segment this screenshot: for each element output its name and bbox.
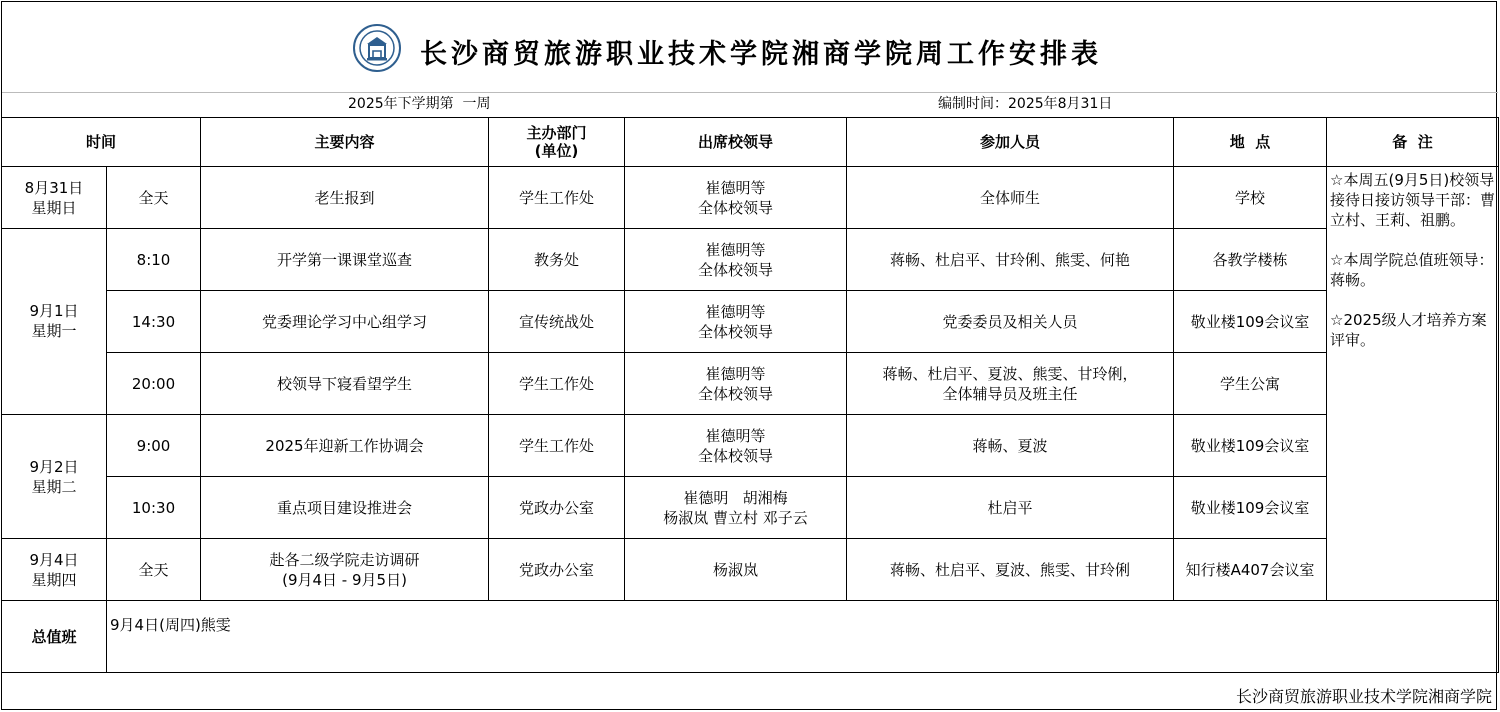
- table-row: [2, 353, 1499, 415]
- participants-cell: 蒋畅、杜启平、夏波、熊雯、甘玲俐: [847, 539, 1174, 601]
- participants-cell: 党委委员及相关人员: [847, 291, 1174, 353]
- notes-cell: [1327, 167, 1499, 601]
- participants-cell: 蒋畅、杜启平、夏波、熊雯、甘玲俐， 全体辅导员及班主任: [847, 353, 1174, 415]
- table-row: [2, 167, 1499, 229]
- participants-cell: 蒋畅、夏波: [847, 415, 1174, 477]
- leaders-cell: 崔德明 胡湘梅 杨淑岚 曹立村 邓子云: [625, 477, 847, 539]
- title-row: [2, 2, 1498, 92]
- col-participants: 参加人员: [847, 118, 1174, 167]
- dept-cell: 宣传统战处: [489, 291, 625, 353]
- location-cell: 学校: [1174, 167, 1327, 229]
- dept-cell: 学生工作处: [489, 167, 625, 229]
- participants-cell: 全体师生: [847, 167, 1174, 229]
- table-row: [2, 229, 1499, 291]
- leaders-cell: 崔德明等 全体校领导: [625, 229, 847, 291]
- header-divider: [2, 92, 1498, 93]
- table-row: [2, 291, 1499, 353]
- duty-label: 总值班: [2, 601, 107, 673]
- col-content: 主要内容: [201, 118, 489, 167]
- table-row: [2, 415, 1499, 477]
- day-cell: [2, 415, 107, 539]
- day-weekday: 星期一: [31, 322, 77, 340]
- col-dept: 主办部门 (单位): [489, 118, 625, 167]
- participants-cell: 杜启平: [847, 477, 1174, 539]
- day-cell: [2, 167, 107, 229]
- content-cell: 党委理论学习中心组学习: [201, 291, 489, 353]
- dept-cell: 教务处: [489, 229, 625, 291]
- time-cell: 8:10: [107, 229, 201, 291]
- content-cell: 校领导下寝看望学生: [201, 353, 489, 415]
- day-weekday: 星期四: [31, 570, 77, 589]
- leaders-cell: 杨淑岚: [625, 539, 847, 601]
- table-row: [2, 539, 1499, 601]
- duty-row: [2, 601, 1499, 673]
- table-header-row: [2, 118, 1499, 167]
- day-weekday: 星期二: [31, 477, 77, 496]
- time-cell: 14:30: [107, 291, 201, 353]
- location-cell: 敬业楼109会议室: [1174, 477, 1327, 539]
- location-cell: 敬业楼109会议室: [1174, 415, 1327, 477]
- dept-cell: 党政办公室: [489, 539, 625, 601]
- col-location: 地 点: [1174, 118, 1327, 167]
- day-date: 8月31日: [24, 178, 84, 197]
- day-weekday: 星期日: [31, 198, 77, 217]
- table-row: [2, 477, 1499, 539]
- time-cell: 10:30: [107, 477, 201, 539]
- school-logo-icon: [353, 24, 401, 72]
- time-cell: 20:00: [107, 353, 201, 415]
- col-time: 时间: [2, 118, 201, 167]
- day-date: 9月4日: [29, 550, 79, 569]
- term-label: 2025年下学期第 一周: [348, 96, 491, 112]
- page-title: 长沙商贸旅游职业技术学院湘商学院周工作安排表: [420, 39, 1102, 70]
- content-cell: 赴各二级学院走访调研 (9月4日 - 9月5日): [201, 539, 489, 601]
- dept-cell: 党政办公室: [489, 477, 625, 539]
- location-cell: 知行楼A407会议室: [1174, 539, 1327, 601]
- location-cell: 学生公寓: [1174, 353, 1327, 415]
- leaders-cell: 崔德明等 全体校领导: [625, 291, 847, 353]
- time-cell: 全天: [107, 167, 201, 229]
- compiled-date: 编制时间：2025年8月31日: [938, 96, 1113, 112]
- leaders-cell: 崔德明等 全体校领导: [625, 167, 847, 229]
- schedule-table: [1, 117, 1499, 673]
- dept-cell: 学生工作处: [489, 415, 625, 477]
- day-cell: [2, 229, 107, 415]
- leaders-cell: 崔德明等 全体校领导: [625, 415, 847, 477]
- note-item: ☆本周五(9月5日)校领导接待日接访领导干部：曹立村、王莉、祖鹏。: [1330, 171, 1496, 229]
- location-cell: 各教学楼栋: [1174, 229, 1327, 291]
- content-cell: 重点项目建设推进会: [201, 477, 489, 539]
- col-notes: 备 注: [1327, 118, 1499, 167]
- note-item: ☆本周学院总值班领导：蒋畅。: [1330, 251, 1494, 289]
- note-item: ☆2025级人才培养方案评审。: [1330, 311, 1487, 349]
- duty-value: 9月4日(周四)熊雯: [107, 601, 1499, 673]
- participants-cell: 蒋畅、杜启平、甘玲俐、熊雯、何艳: [847, 229, 1174, 291]
- time-cell: 全天: [107, 539, 201, 601]
- day-cell: [2, 539, 107, 601]
- content-cell: 2025年迎新工作协调会: [201, 415, 489, 477]
- leaders-cell: 崔德明等 全体校领导: [625, 353, 847, 415]
- location-cell: 敬业楼109会议室: [1174, 291, 1327, 353]
- dept-cell: 学生工作处: [489, 353, 625, 415]
- content-cell: 老生报到: [201, 167, 489, 229]
- time-cell: 9:00: [107, 415, 201, 477]
- col-leaders: 出席校领导: [625, 118, 847, 167]
- day-date: 9月2日: [29, 457, 79, 476]
- footer-org: 长沙商贸旅游职业技术学院湘商学院: [1235, 687, 1492, 706]
- day-date: 9月1日: [29, 302, 79, 320]
- content-cell: 开学第一课课堂巡查: [201, 229, 489, 291]
